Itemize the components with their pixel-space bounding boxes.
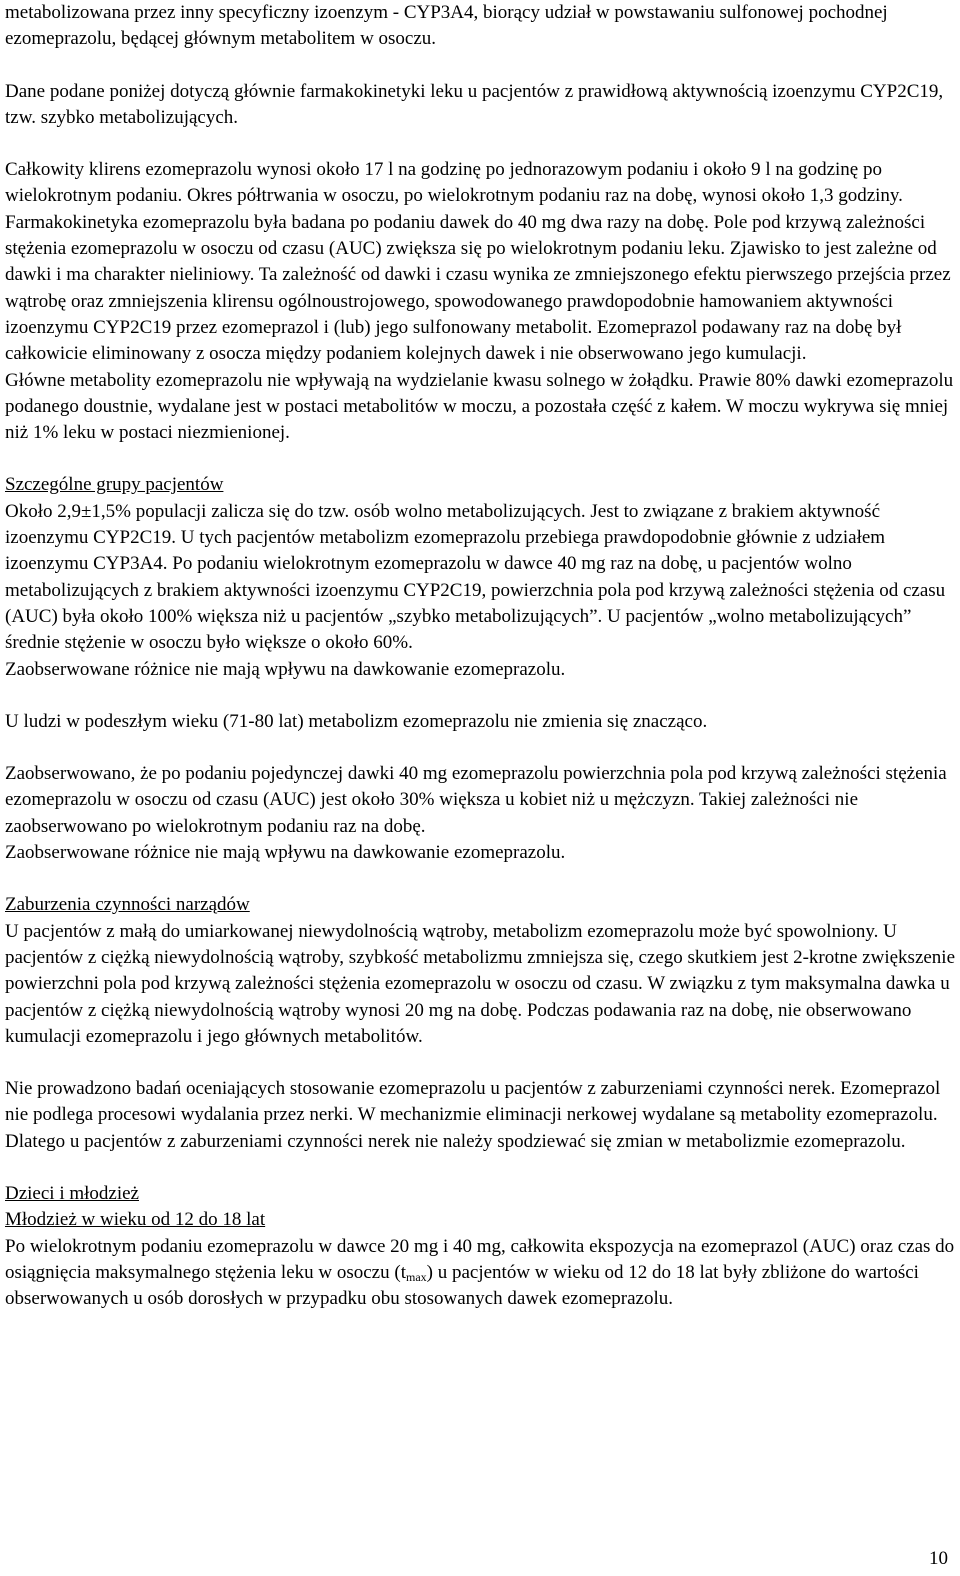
paragraph-dosing-note-2: Zaobserwowane różnice nie mają wpływu na dawkowanie ezomeprazolu. [5, 842, 566, 864]
paragraph-metabolites: Główne metabolity ezomeprazolu nie wpływają na wydzielanie kwasu solnego w żołądku. Prawie 80% dawki ezomeprazolu podanego doustnie, wydalane jest w postaci metabolitów w moczu, a pozostała część z kałem. W moczu wykrywa się mniej niż 1% leku w postaci niezmienionej. [5, 369, 954, 444]
tmax-subscript: max [405, 1269, 427, 1284]
paragraph-poor-metabolizers: Około 2,9±1,5% populacji zalicza się do tzw. osób wolno metabolizujących. Jest to związane z brakiem aktywność izoenzymu CYP2C19. U tych pacjentów metabolizm ezomeprazolu przebiega prawdopodobnie głównie z udziałem izoenzymu CYP3A4. Po podaniu wielokrotnym ezomeprazolu w dawce 40 mg raz na dobę, u pacjentów wolno metabolizujących z brakiem aktywności izoenzymu CYP2C19, powierzchnia pola pod krzywą zależności stężenia od czasu (AUC) była około 100% większa niż u pacjentów „szybko metabolizujących”. U pacjentów „wolno metabolizujących” średnie stężenie w osoczu było większe o około 60%. [5, 500, 946, 654]
paragraph-clearance: Całkowity klirens ezomeprazolu wynosi około 17 l na godzinę po jednorazowym podaniu i około 9 l na godzinę po wielokrotnym podaniu. Okres półtrwania w osoczu, po wielokrotnym podaniu raz na dobę, wynosi około 1,3 godziny. Farmakokinetyka ezomeprazolu była badana po podaniu dawek do 40 mg dwa razy na dobę. Pole pod krzywą zależności stężenia ezomeprazolu w osoczu od czasu (AUC) zwiększa się po wielokrotnym podaniu leku. Zjawisko to jest zależne od dawki i ma charakter nieliniowy. Ta zależność od dawki i czasu wynika ze zmniejszonego efektu pierwszego przejścia przez wątrobę oraz zmniejszenia klirensu ogólnoustrojowego, spowodowanego prawdopodobnie hamowaniem aktywności izoenzymu CYP2C19 przez ezomeprazol i (lub) jego sulfonowany metabolit. Ezomeprazol podawany raz na dobę był całkowicie eliminowany z osocza między podaniem kolejnych dawek i nie obserwowano jego kumulacji. [5, 159, 951, 365]
heading-children: Dzieci i młodzież [5, 1182, 139, 1204]
paragraph-pk-intro: Dane podane poniżej dotyczą głównie farmakokinetyki leku u pacjentów z prawidłową aktywnością izoenzymu CYP2C19, tzw. szybko metabolizujących. [5, 80, 944, 128]
paragraph-hepatic: U pacjentów z małą do umiarkowanej niewydolnością wątroby, metabolizm ezomeprazolu może być spowolniony. U pacjentów z ciężką niewydolnością wątroby, szybkość metabolizmu zmniejsza się, czego skutkiem jest 2-krotne zwiększenie powierzchni pola pod krzywą zależności stężenia ezomeprazolu w osoczu od czasu. W związku z tym maksymalna dawka u pacjentów z ciężką niewydolnością wątroby wynosi 20 mg na dobę. Podczas podawania raz na dobę, nie obserwowano kumulacji ezomeprazolu i jego głównych metabolitów. [5, 920, 956, 1047]
paragraph-gender: Zaobserwowano, że po podaniu pojedynczej dawki 40 mg ezomeprazolu powierzchnia pola pod krzywą zależności stężenia ezomeprazolu w osoczu od czasu (AUC) jest około 30% większa u kobiet niż u mężczyzn. Takiej zależności nie zaobserwowano po wielokrotnym podaniu raz na dobę. [5, 763, 947, 837]
paragraph-dosing-note-1: Zaobserwowane różnice nie mają wpływu na dawkowanie ezomeprazolu. [5, 658, 566, 680]
page-number: 10 [929, 1548, 948, 1569]
heading-organ-dysfunction: Zaburzenia czynności narządów [5, 894, 250, 916]
youth-pk-text-b: ) u pacjentów w wieku od 12 do 18 lat były zbliżone do wartości obserwowanych u osób dorosłych w przypadku obu stosowanych dawek ezomeprazolu. [5, 1261, 919, 1310]
document-page [5, 0, 957, 1312]
youth-pk-text-a: Po wielokrotnym podaniu ezomeprazolu w dawce 20 mg i 40 mg, całkowita ekspozycja na ezomeprazol (AUC) oraz czas do osiągnięcia maksymalnego stężenia leku w osoczu (t [5, 1235, 955, 1283]
heading-special-groups: Szczególne grupy pacjentów [5, 474, 224, 496]
paragraph-metabolism-cyp3a4: metabolizowana przez inny specyficzny izoenzym - CYP3A4, biorący udział w powstawaniu sulfonowej pochodnej ezomeprazolu, będącej głównym metabolitem w osoczu. [5, 2, 888, 50]
paragraph-elderly: U ludzi w podeszłym wieku (71-80 lat) metabolizm ezomeprazolu nie zmienia się znacząco. [5, 710, 708, 732]
paragraph-youth-pk [5, 1234, 957, 1313]
paragraph-renal: Nie prowadzono badań oceniających stosowanie ezomeprazolu u pacjentów z zaburzeniami czynności nerek. Ezomeprazol nie podlega procesowi wydalania przez nerki. W mechanizmie eliminacji nerkowej wydalane są metabolity ezomeprazolu. Dlatego u pacjentów z zaburzeniami czynności nerek nie należy spodziewać się zmian w metabolizmie ezomeprazolu. [5, 1078, 941, 1152]
heading-youth-12-18: Młodzież w wieku od 12 do 18 lat [5, 1209, 266, 1231]
